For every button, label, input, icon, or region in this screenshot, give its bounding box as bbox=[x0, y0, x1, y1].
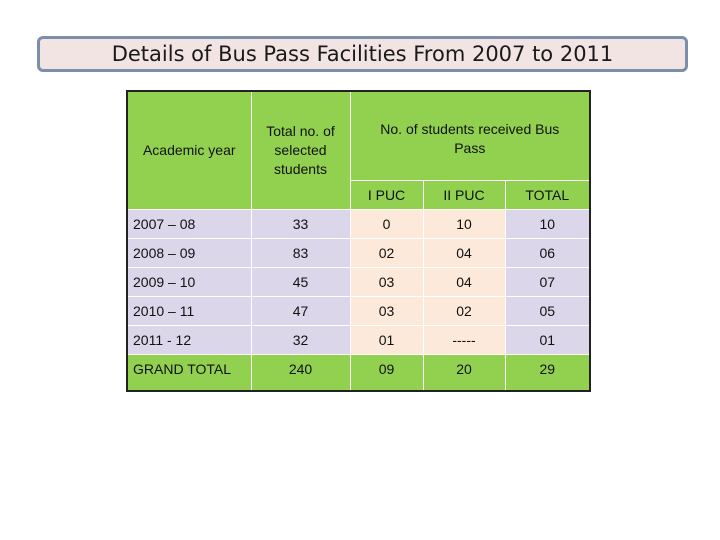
header-academic-year: Academic year bbox=[127, 91, 251, 210]
cell-grand-total-i-puc: 09 bbox=[350, 355, 423, 391]
grand-total-row bbox=[127, 355, 590, 391]
header-total-selected: Total no. of selected students bbox=[251, 91, 350, 210]
cell-year: 2010 – 11 bbox=[127, 297, 251, 326]
cell-year: 2011 - 12 bbox=[127, 326, 251, 355]
cell-i-puc: 01 bbox=[350, 326, 423, 355]
cell-grand-total-selected: 240 bbox=[251, 355, 350, 391]
header-students-received: No. of students received Bus Pass bbox=[350, 91, 590, 181]
cell-selected: 83 bbox=[251, 239, 350, 268]
cell-total: 10 bbox=[505, 210, 590, 239]
cell-grand-total-ii-puc: 20 bbox=[423, 355, 505, 391]
cell-total: 07 bbox=[505, 268, 590, 297]
cell-selected: 33 bbox=[251, 210, 350, 239]
cell-ii-puc: ----- bbox=[423, 326, 505, 355]
cell-total: 06 bbox=[505, 239, 590, 268]
cell-total: 01 bbox=[505, 326, 590, 355]
cell-ii-puc: 02 bbox=[423, 297, 505, 326]
cell-ii-puc: 04 bbox=[423, 239, 505, 268]
cell-grand-total-label: GRAND TOTAL bbox=[127, 355, 251, 391]
table-row bbox=[127, 239, 590, 268]
header-total: TOTAL bbox=[505, 181, 590, 210]
cell-i-puc: 02 bbox=[350, 239, 423, 268]
cell-i-puc: 03 bbox=[350, 268, 423, 297]
bus-pass-table bbox=[126, 90, 591, 392]
slide-title-box bbox=[37, 36, 688, 72]
cell-total: 05 bbox=[505, 297, 590, 326]
cell-i-puc: 03 bbox=[350, 297, 423, 326]
cell-selected: 32 bbox=[251, 326, 350, 355]
table-row bbox=[127, 268, 590, 297]
slide-title: Details of Bus Pass Facilities From 2007 to 2011 bbox=[111, 42, 614, 66]
cell-ii-puc: 10 bbox=[423, 210, 505, 239]
cell-ii-puc: 04 bbox=[423, 268, 505, 297]
cell-i-puc: 0 bbox=[350, 210, 423, 239]
header-i-puc: I PUC bbox=[350, 181, 423, 210]
header-ii-puc: II PUC bbox=[423, 181, 505, 210]
table-row bbox=[127, 297, 590, 326]
cell-year: 2009 – 10 bbox=[127, 268, 251, 297]
table-row bbox=[127, 326, 590, 355]
cell-selected: 47 bbox=[251, 297, 350, 326]
cell-year: 2007 – 08 bbox=[127, 210, 251, 239]
table-row bbox=[127, 210, 590, 239]
cell-year: 2008 – 09 bbox=[127, 239, 251, 268]
cell-grand-total-total: 29 bbox=[505, 355, 590, 391]
cell-selected: 45 bbox=[251, 268, 350, 297]
